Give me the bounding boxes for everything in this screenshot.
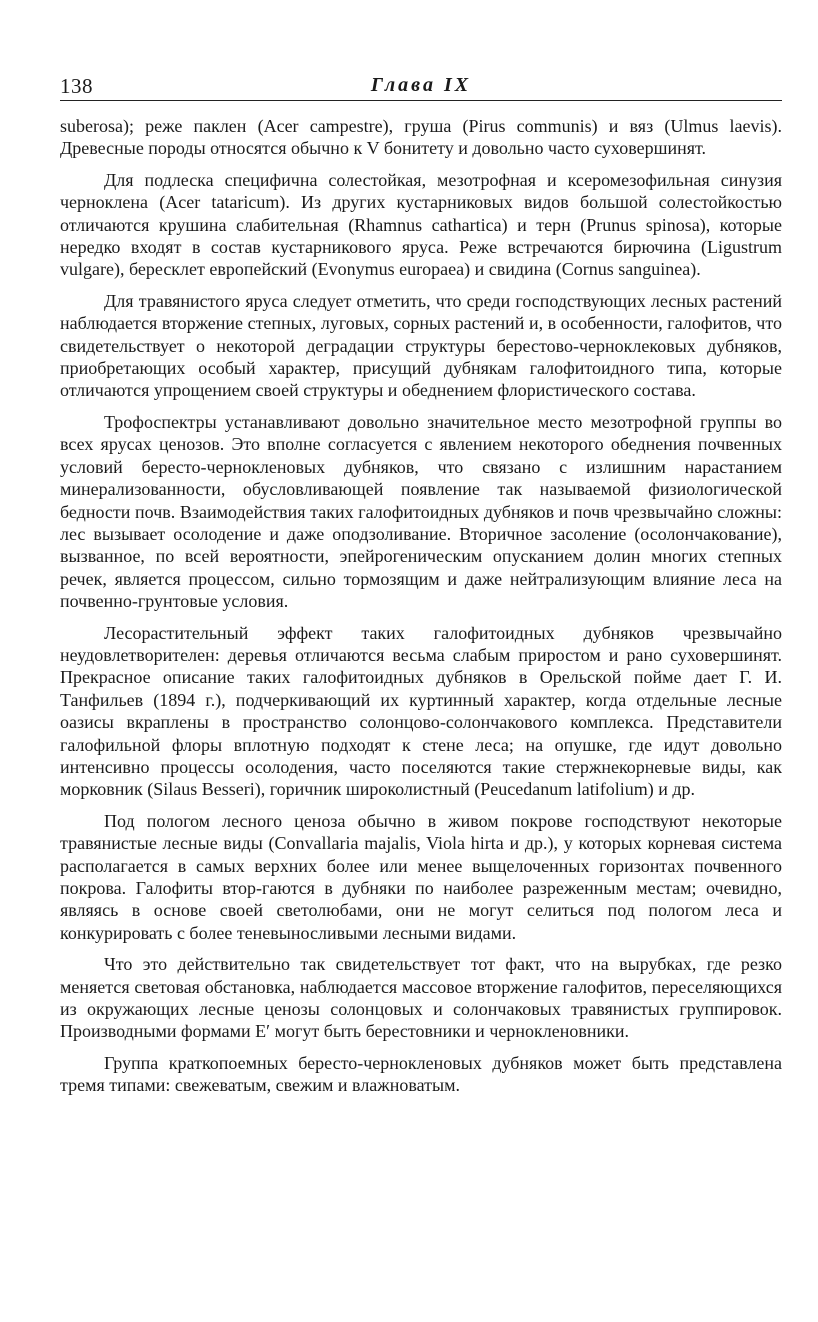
running-header: [60, 70, 782, 101]
book-page: [60, 70, 782, 1106]
page-number: 138: [60, 74, 93, 98]
body-text: [60, 115, 782, 1097]
paragraph-herb-layer: Для травянистого яруса следует отметить, что среди господствующих лесных растений наблюдается вторжение степных, луговых, сорных растений и, в особенности, галофитов, что свидетельствует о некоторой деградации структуры берестово-черноклековых дубняков, приобретающих особый характер, присущий дубнякам галофитоидного типа, которые отличаются упрощением своей структуры и обеднением флористического состава.: [60, 290, 782, 401]
paragraph-forest-effect: Лесорастительный эффект таких галофитоидных дубняков чрезвычайно неудовлетворителен: деревья отличаются весьма слабым приростом и рано суховершинят. Прекрасное описание таких галофитоидных дубняков в Орельской пойме дает Г. И. Танфильев (1894 г.), подчеркивающий их куртинный характер, когда отдельные лесные оазисы вкраплены в пространство солонцово-солончакового комплекса. Представители галофильной флоры вплотную подходят к стене леса; на опушке, где идут довольно интенсивно процессы осолодения, часто поселяются такие стержнекорневые виды, как морковник (Silaus Besseri), горичник широколистный (Peucedanum latifolium) и др.: [60, 622, 782, 800]
paragraph-undergrowth: Для подлеска специфична солестойкая, мезотрофная и ксеромезофильная синузия черноклена (Acer tataricum). Из других кустарниковых видов большой солестойкостью отличаются крушина слабительная (Rhamnus cathartica) и терн (Prunus spinosa), которые нередко входят в состав кустарникового яруса. Реже встречаются бирючина (Ligustrum vulgare), бересклет европейский (Evonymus europaea) и свидина (Cornus sanguinea).: [60, 169, 782, 280]
paragraph-trophospectra: Трофоспектры устанавливают довольно значительное место мезотрофной группы во всех ярусах ценозов. Это вполне согласуется с явлением некоторого обеднения почвенных условий бересто-чернокленовых дубняков, что связано с излишним нарастанием минерализованности, обусловливающей появление так называемой физиологической бедности почв. Взаимодействия таких галофитоидных дубняков и почв чрезвычайно сложны: лес вызывает осолодение и даже оподзоливание. Вторичное засоление (осолончакование), вызванное, по всей вероятности, эпейрогеническим опусканием долин многих степных речек, является процессом, сильно тормозящим и даже нейтрализующим влияние леса на почвенно-грунтовые условия.: [60, 411, 782, 612]
paragraph-canopy: Под пологом лесного ценоза обычно в живом покрове господствуют некоторые травянистые лесные виды (Convallaria majalis, Viola hirta и др.), у которых корневая система располагается в самых верхних более или менее выщелоченных горизонтах почвенного покрова. Галофиты втор-гаются в дубняки по наиболее разреженным местам; очевидно, являясь в основе своей светолюбами, они не могут селиться под пологом леса и конкурировать с более теневыносливыми лесными видами.: [60, 810, 782, 943]
paragraph-continuation: suberosa); реже паклен (Acer campestre), груша (Pirus communis) и вяз (Ulmus laevis). Древесные породы относятся обычно к V бонитету и довольно часто суховершинят.: [60, 116, 782, 159]
chapter-title: Глава IX: [370, 74, 472, 96]
paragraph-clearings: Что это действительно так свидетельствует тот факт, что на вырубках, где резко меняется световая обстановка, наблюдается массовое вторжение галофитов, переселяющихся из окружающих лесные ценозы солонцовых и солончаковых травянистых группировок. Производными формами E′ могут быть берестовники и чернокленовники.: [60, 954, 782, 1042]
paragraph-group-types: Группа краткопоемных бересто-чернокленовых дубняков может быть представлена тремя типами: свежеватым, свежим и влажноватым.: [60, 1052, 782, 1096]
